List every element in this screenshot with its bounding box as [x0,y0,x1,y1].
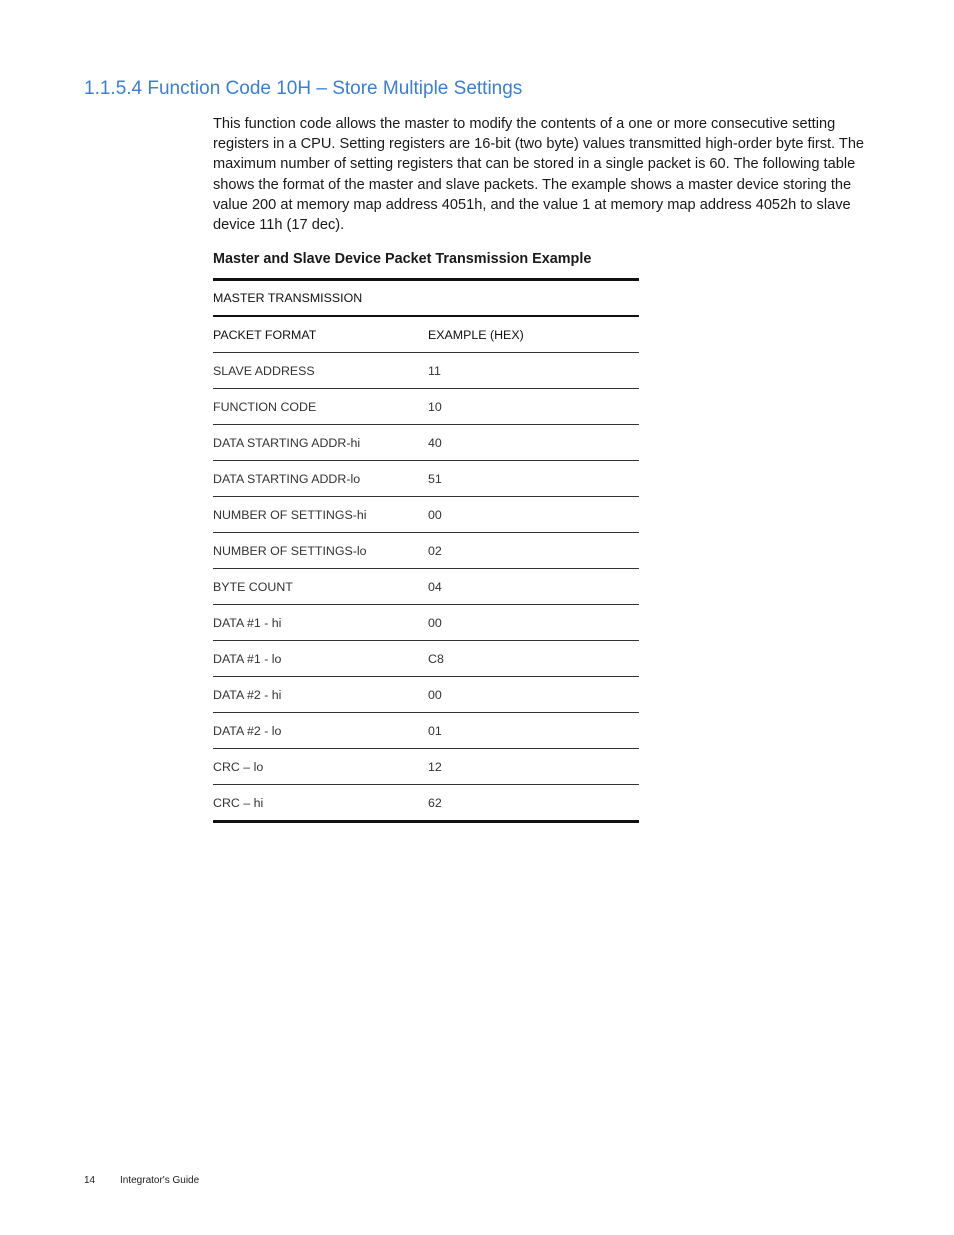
cell-value: 40 [428,425,639,461]
cell-field: NUMBER OF SETTINGS-lo [213,533,428,569]
cell-field: DATA #2 - lo [213,713,428,749]
table-row [213,569,639,605]
cell-field: DATA #1 - lo [213,641,428,677]
section-heading: 1.1.5.4 Function Code 10H – Store Multiple Settings [84,78,523,99]
table-row [213,533,639,569]
cell-value: 10 [428,389,639,425]
header-example-hex: EXAMPLE (HEX) [428,316,639,353]
cell-field: NUMBER OF SETTINGS-hi [213,497,428,533]
body-paragraph: This function code allows the master to modify the contents of a one or more consecutive setting registers in a CPU. Setting registers are 16-bit (two byte) values transmitted high-order byte first. The maximum number of setting registers that can be stored in a single packet is 60. The following table shows the format of the master and slave packets. The example shows a master device storing the value 200 at memory map address 4051h, and the value 1 at memory map address 4052h to slave device 11h (17 dec). [213,116,865,234]
cell-field: FUNCTION CODE [213,389,428,425]
cell-field: DATA #2 - hi [213,677,428,713]
cell-field: DATA STARTING ADDR-hi [213,425,428,461]
footer-page-number: 14 [84,1175,96,1186]
table-section-label: MASTER TRANSMISSION [213,280,639,317]
cell-value: C8 [428,641,639,677]
cell-field: CRC – hi [213,785,428,822]
cell-value: 12 [428,749,639,785]
table-row [213,641,639,677]
cell-field: DATA STARTING ADDR-lo [213,461,428,497]
cell-value: 04 [428,569,639,605]
table-row [213,461,639,497]
cell-field: SLAVE ADDRESS [213,353,428,389]
cell-value: 51 [428,461,639,497]
table-row [213,785,639,822]
footer-doc-title: Integrator's Guide [120,1175,200,1186]
cell-field: CRC – lo [213,749,428,785]
cell-value: 00 [428,605,639,641]
table-row [213,497,639,533]
table-row [213,425,639,461]
table-row [213,605,639,641]
table-header-row [213,316,639,353]
cell-value: 01 [428,713,639,749]
table-section-row [213,280,639,317]
table-row [213,749,639,785]
table-row [213,713,639,749]
header-packet-format: PACKET FORMAT [213,316,428,353]
packet-table [213,278,639,823]
cell-value: 02 [428,533,639,569]
table-row [213,353,639,389]
table-row [213,389,639,425]
table-caption: Master and Slave Device Packet Transmission Example [213,251,592,267]
cell-field: BYTE COUNT [213,569,428,605]
cell-value: 00 [428,497,639,533]
cell-value: 00 [428,677,639,713]
cell-field: DATA #1 - hi [213,605,428,641]
table-row [213,677,639,713]
cell-value: 62 [428,785,639,822]
cell-value: 11 [428,353,639,389]
